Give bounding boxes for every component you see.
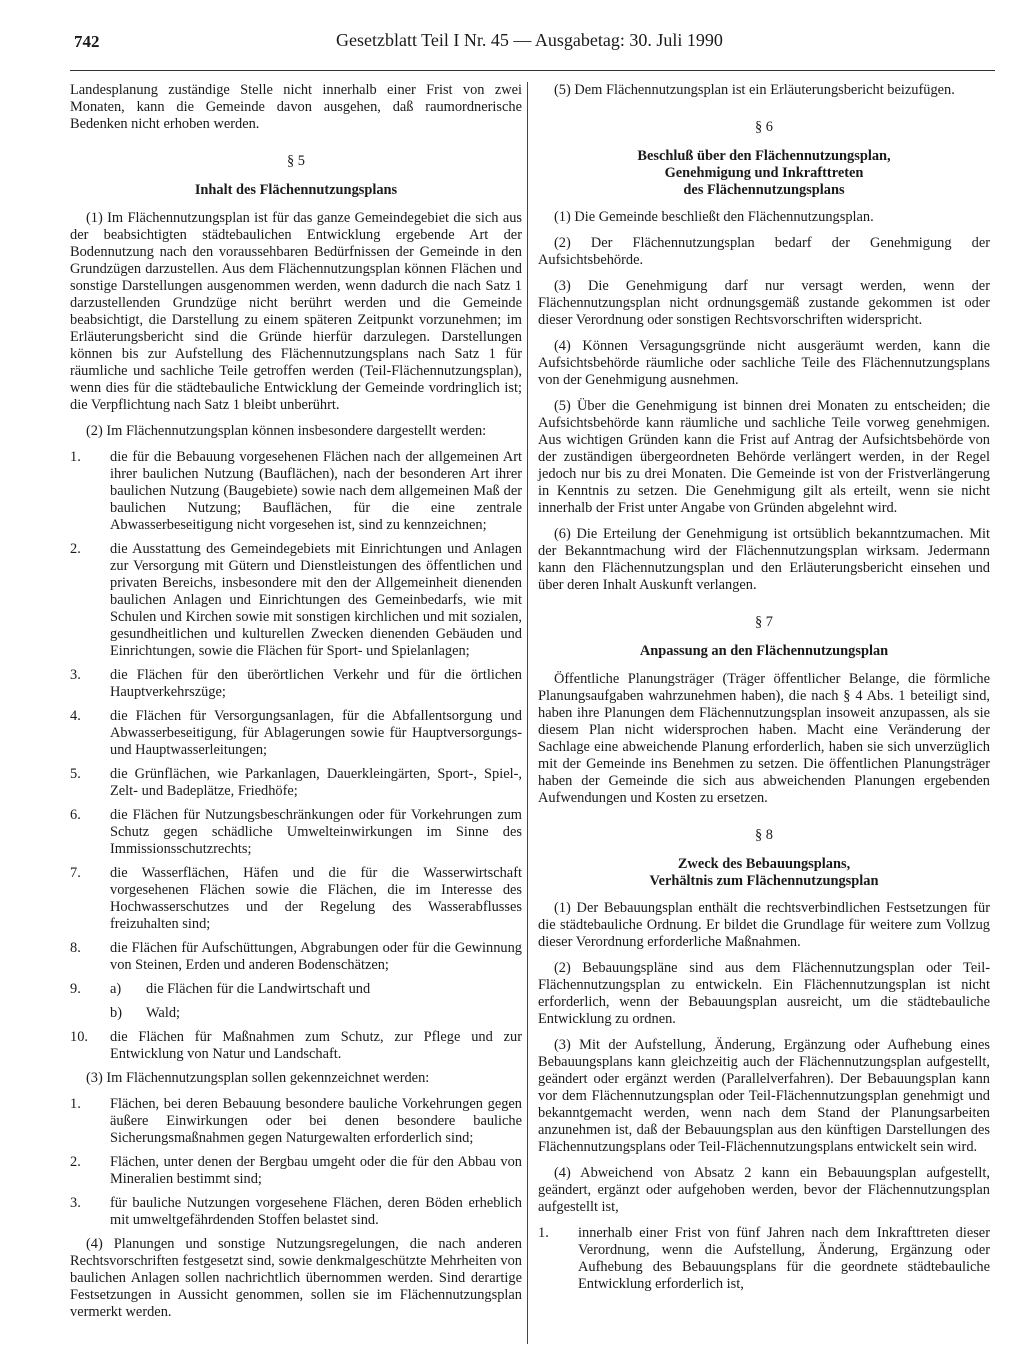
s5-paragraph-3-intro: (3) Im Flächennutzungsplan sollen gekennzeichnet werden: bbox=[86, 1070, 430, 1086]
page-number: 742 bbox=[74, 32, 100, 51]
list-item: 3. die Flächen für den überörtlichen Verkehr und für die örtlichen Hauptverkehrszüge; bbox=[70, 667, 522, 700]
column-divider bbox=[527, 82, 528, 1344]
s8-paragraph-3: (3) Mit der Aufstellung, Änderung, Ergänzung oder Aufhebung eines Bebauungsplans kann gleichzeitig auch der Flächennutzungsplan aufgestellt, geändert oder ergänzt werden (Parallelverfahren). Der Bebauungsplan kann vor dem Flächennutzungsplan oder Teil-Flächennutzungsplan genehmigt und bekanntgemacht werden, wenn nach dem Stand der Planungsarbeiten anzunehmen ist, daß der Bebauungsplan aus den künftigen Darstellungen des Flächennutzungsplans oder Teil-Flächennutzungsplans entwickelt sein wird. bbox=[538, 1037, 990, 1155]
list-item: 4. die Flächen für Versorgungsanlagen, für die Abfallentsorgung und Abwasserbeseitigung, für Ablagerungen sowie für Hauptversorgungs- und Hauptwasserleitungen; bbox=[70, 708, 522, 758]
s8-paragraph-2: (2) Bebauungspläne sind aus dem Flächennutzungsplan oder Teil-Flächennutzungsplan zu entwickeln. Ein Flächennutzungsplan ist nicht erforderlich, wenn der Bebauungsplan ausreicht, um die städtebauliche Entwicklung zu ordnen. bbox=[538, 960, 990, 1027]
list-item: 1. die für die Bebauung vorgesehenen Flächen nach der allgemeinen Art ihrer baulichen Nutzung (Bauflächen), nach der besonderen Art ihrer baulichen Nutzung (Baugebiete) sowie nach dem allgemeinen Maß der baulichen Nutzung; Bauflächen, für die eine zentrale Abwasserbeseitigung nicht vorgesehen ist, sind zu kennzeichnen; bbox=[70, 449, 522, 533]
list-item: 7. die Wasserflächen, Häfen und die für die Wasserwirtschaft vorgesehenen Flächen sowie die Flächen, die im Interesse des Hochwasserschutzes und der Regelung des Wasserabflusses freizuhalten sind; bbox=[70, 865, 522, 932]
right-column bbox=[538, 82, 990, 1300]
s6-paragraph-5: (5) Über die Genehmigung ist binnen drei Monaten zu entscheiden; die Aufsichtsbehörde kann räumliche und sachliche Teile vorweg genehmigen. Aus wichtigen Gründen kann die Frist auf Antrag der Aufsichtsbehörde von der zuständigen übergeordneten Behörde verlängert werden, in der Regel jedoch nur bis zu drei Monaten. Die Gemeinde ist von der Fristverlängerung in Kenntnis zu setzen. Die Genehmigung gilt als erteilt, wenn sie nicht innerhalb der Frist unter Angabe von Gründen abgelehnt wird. bbox=[538, 398, 990, 516]
intro-paragraph: Landesplanung zuständige Stelle nicht innerhalb einer Frist von zwei Monaten, kann die Gemeinde davon ausgehen, daß raumordnerische Bedenken nicht erhoben werden. bbox=[70, 82, 522, 132]
s6-paragraph-3: (3) Die Genehmigung darf nur versagt werden, wenn der Flächennutzungsplan nicht ordnungsgemäß zustande gekommen ist oder dieser Verordnung oder sonstigen Rechtsvorschriften widerspricht. bbox=[538, 278, 990, 328]
s8-paragraph-4: (4) Abweichend von Absatz 2 kann ein Bebauungsplan aufgestellt, geändert, ergänzt oder aufgehoben werden, bevor der Flächennutzungsplan aufgestellt ist, bbox=[538, 1165, 990, 1215]
list-item: 1. Flächen, bei deren Bebauung besondere bauliche Vorkehrungen gegen äußere Einwirkungen oder bei denen besondere bauliche Sicherungsmaßnahmen gegen Naturgewalten erforderlich sind; bbox=[70, 1096, 522, 1146]
list-item: 6. die Flächen für Nutzungsbeschränkungen oder für Vorkehrungen zum Schutz gegen schädliche Umwelteinwirkungen im Sinne des Immissionsschutzrechts; bbox=[70, 807, 522, 857]
s5-p3-list bbox=[70, 1096, 522, 1229]
left-column bbox=[70, 82, 522, 1330]
list-item: 2. Flächen, unter denen der Bergbau umgeht oder die für den Abbau von Mineralien bestimmt sind; bbox=[70, 1154, 522, 1187]
s5-paragraph-5: (5) Dem Flächennutzungsplan ist ein Erläuterungsbericht beizufügen. bbox=[554, 82, 955, 98]
s6-paragraph-1: (1) Die Gemeinde beschließt den Flächennutzungsplan. bbox=[554, 209, 874, 225]
s5-paragraph-2-intro: (2) Im Flächennutzungsplan können insbesondere dargestellt werden: bbox=[86, 423, 487, 439]
page-header bbox=[0, 20, 1024, 60]
list-item-9b: b) Wald; bbox=[110, 1005, 181, 1021]
s7-paragraph: Öffentliche Planungsträger (Träger öffentlicher Belange, die förmliche Planungsaufgaben wahrzunehmen haben), die nach § 4 Abs. 1 beteiligt sind, haben ihre Planungen dem Flächennutzungsplan insoweit anzupassen, als sie diesem Plan nicht widersprochen haben. Macht eine Veränderung der Sachlage eine abweichende Planung erforderlich, haben sie sich unverzüglich mit der Gemeinde ins Benehmen zu setzen. Die öffentlichen Planungsträger haben der Gemeinde die sich aus abweichenden Planungen ergebenden Aufwendungen und Kosten zu ersetzen. bbox=[538, 671, 990, 806]
section-5-number: § 5 bbox=[287, 153, 305, 169]
section-8-title: Zweck des Bebauungsplans, Verhältnis zum Flächennutzungsplan bbox=[649, 856, 879, 889]
s5-paragraph-4: (4) Planungen und sonstige Nutzungsregelungen, die nach anderen Rechtsvorschriften festgesetzt sind, sowie denkmalgeschützte Mehrheiten von baulichen Anlagen sollen nachrichtlich übernommen werden. Sind derartige Festsetzungen in Aussicht genommen, sollen sie im Flächennutzungsplan vermerkt werden. bbox=[70, 1236, 522, 1320]
section-5-title: Inhalt des Flächennutzungsplans bbox=[194, 182, 398, 198]
list-item: 1. innerhalb einer Frist von fünf Jahren nach dem Inkrafttreten dieser Verordnung, wenn die Aufstellung, Änderung, Ergänzung oder Aufhebung des Bebauungsplans für die geordnete städtebauliche Entwicklung erforderlich ist, bbox=[538, 1225, 990, 1292]
section-8-number: § 8 bbox=[755, 827, 773, 843]
s5-paragraph-1: (1) Im Flächennutzungsplan ist für das ganze Gemeindegebiet die sich aus der beabsichtigten städtebaulichen Entwicklung ergebende Art der Bodennutzung nach den voraussehbaren Bedürfnissen der Gemeinde in den Grundzügen darzustellen. Aus dem Flächennutzungsplan können Flächen und sonstige Darstellungen ausgenommen werden, wenn dadurch die nach Satz 1 darzustellenden Grundzüge nicht berührt werden und die Gemeinde beabsichtigt, die Darstellung zu einem späteren Zeitpunkt vorzunehmen; im Erläuterungsbericht sind die Gründe hierfür darzulegen. Darstellungen können bis zur Aufstellung des Flächennutzungsplans nach Satz 1 für räumliche und sachliche Teile getroffen werden (Teil-Flächennutzungsplan), wenn dies für die städtebauliche Entwicklung der Gemeinde vordringlich ist; die Verpflichtung nach Satz 1 bleibt unberührt. bbox=[70, 210, 522, 413]
list-item-9a: 9. a) die Flächen für die Landwirtschaft und bbox=[70, 981, 371, 997]
s5-p2-list bbox=[70, 449, 522, 1063]
s6-paragraph-4: (4) Können Versagungsgründe nicht ausgeräumt werden, kann die Aufsichtsbehörde räumliche oder sachliche Teile des Flächennutzungsplans von der Genehmigung ausnehmen. bbox=[538, 338, 990, 388]
s6-paragraph-2: (2) Der Flächennutzungsplan bedarf der Genehmigung der Aufsichtsbehörde. bbox=[538, 235, 990, 268]
list-item: 3. für bauliche Nutzungen vorgesehene Flächen, deren Böden erheblich mit umweltgefährdenden Stoffen belastet sind. bbox=[70, 1195, 522, 1228]
header-rule bbox=[70, 70, 995, 71]
section-6-number: § 6 bbox=[755, 119, 773, 135]
list-item: 8. die Flächen für Aufschüttungen, Abgrabungen oder für die Gewinnung von Steinen, Erden und anderen Bodenschätzen; bbox=[70, 940, 522, 973]
s6-paragraph-6: (6) Die Erteilung der Genehmigung ist ortsüblich bekanntzumachen. Mit der Bekanntmachung wird der Flächennutzungsplan wirksam. Jedermann kann den Flächennutzungsplan und den Erläuterungsbericht einsehen und über deren Inhalt Auskunft verlangen. bbox=[538, 526, 990, 593]
list-item: 5. die Grünflächen, wie Parkanlagen, Dauerkleingärten, Sport-, Spiel-, Zelt- und Badeplätze, Friedhöfe; bbox=[70, 766, 522, 799]
header-title: Gesetzblatt Teil I Nr. 45 — Ausgabetag: 30. Juli 1990 bbox=[336, 30, 723, 50]
list-item: 2. die Ausstattung des Gemeindegebiets mit Einrichtungen und Anlagen zur Versorgung mit Gütern und Dienstleistungen des öffentlichen und privaten Bereichs, insbesondere mit den der Allgemeinheit dienenden baulichen Anlagen und Einrichtungen des Gemeinbedarfs, wie mit Schulen und Kirchen sowie mit sonstigen kirchlichen und mit sozialen, gesundheitlichen und kulturellen Zwecken dienenden Gebäuden und Einrichtungen, sowie die Flächen für Sport- und Spielanlagen; bbox=[70, 541, 522, 659]
section-6-title: Beschluß über den Flächennutzungsplan, Genehmigung und Inkrafttreten des Flächennutzungsplans bbox=[637, 148, 891, 198]
list-item-10: 10. die Flächen für Maßnahmen zum Schutz, zur Pflege und zur Entwicklung von Natur und Landschaft. bbox=[70, 1029, 522, 1062]
section-7-title: Anpassung an den Flächennutzungsplan bbox=[639, 643, 889, 659]
section-7-number: § 7 bbox=[755, 614, 773, 630]
s8-paragraph-1: (1) Der Bebauungsplan enthält die rechtsverbindlichen Festsetzungen für die städtebauliche Ordnung. Er bildet die Grundlage für weitere zum Vollzug dieser Verordnung erforderliche Maßnahmen. bbox=[538, 900, 990, 950]
